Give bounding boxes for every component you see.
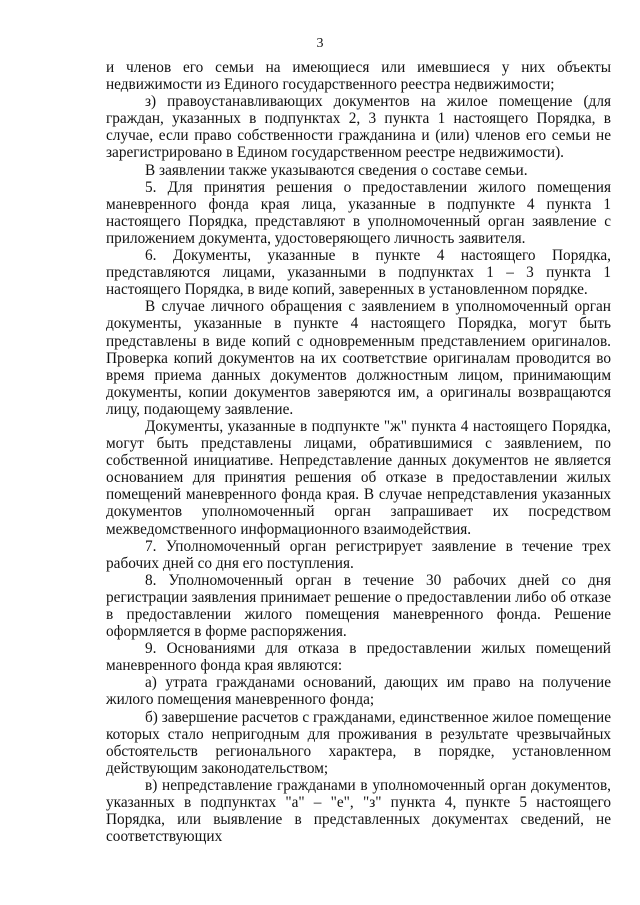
paragraph-section-6: 6. Документы, указанные в пункте 4 настоящего Порядка, представляются лицами, указанными в подпунктах 1 – 3 пункта 1 настоящего Порядка, в виде копий, заверенных в установленном порядке. bbox=[106, 247, 611, 299]
paragraph-personal-appeal: В случае личного обращения с заявлением в уполномоченный орган документы, указанные в пункте 4 настоящего Порядка, могут быть представлены в виде копий с одновременным представлением оригиналов. Проверка копий документов на их соответствие оригиналам проводится во время приема данных документов должностным лицом, принимающим документы, копии документов заверяются им, а оригиналы возвращаются лицу, подающему заявление. bbox=[106, 298, 611, 418]
paragraph-section-9: 9. Основаниями для отказа в предоставлении жилых помещений маневренного фонда края являются: bbox=[106, 640, 611, 675]
paragraph-documents-zh: Документы, указанные в подпункте "ж" пункта 4 настоящего Порядка, могут быть представлены лицами, обратившимися с заявлением, по собственной инициативе. Непредставление данных документов не является основанием для принятия решения об отказе в предоставлении жилых помещений маневренного фонда края. В случае непредставления указанных документов уполномоченный орган запрашивает их посредством межведомственного информационного взаимодействия. bbox=[106, 417, 611, 538]
paragraph-family-info: В заявлении также указываются сведения о составе семьи. bbox=[145, 161, 528, 179]
paragraph-item-v: в) непредставление гражданами в уполномоченный орган документов, указанных в подпунктах "а" – "е", "з" пункта 4, пункте 5 настоящего Порядка, или выявление в представленных документах сведений, не соответствующих bbox=[106, 776, 611, 846]
paragraph-section-5: 5. Для принятия решения о предоставлении жилого помещения маневренного фонда края лица, указанные в подпункте 4 пункта 1 настоящего Порядка, представляют в уполномоченный орган заявление с приложением документа, удостоверяющего личность заявителя. bbox=[106, 178, 611, 247]
paragraph-item-a: а) утрата гражданами оснований, дающих им право на получение жилого помещения маневренного фонда; bbox=[106, 674, 611, 709]
paragraph-section-7: 7. Уполномоченный орган регистрирует заявление в течение трех рабочих дней со дня его поступления. bbox=[106, 537, 611, 572]
document-body bbox=[106, 59, 611, 845]
paragraph-item-z: з) правоустанавливающих документов на жилое помещение (для граждан, указанных в подпунктах 2, 3 пункта 1 настоящего Порядка, в случае, если право собственности гражданина и (или) членов его семьи не зарегистрировано в Едином государственном реестре недвижимости). bbox=[106, 93, 611, 162]
paragraph-item-b: б) завершение расчетов с гражданами, единственное жилое помещение которых стало непригодным для проживания в результате чрезвычайных обстоятельств регионального характера, в порядке, установленном действующим законодательством; bbox=[106, 708, 611, 777]
paragraph-continuation: и членов его семьи на имеющиеся или имевшиеся у них объекты недвижимости из Единого государственного реестра недвижимости; bbox=[106, 59, 611, 94]
paragraph-section-8: 8. Уполномоченный орган в течение 30 рабочих дней со дня регистрации заявления принимает решение о предоставлении либо об отказе в предоставлении жилого помещения маневренного фонда. Решение оформляется в форме распоряжения. bbox=[106, 571, 611, 641]
page-number: 3 bbox=[316, 36, 324, 51]
